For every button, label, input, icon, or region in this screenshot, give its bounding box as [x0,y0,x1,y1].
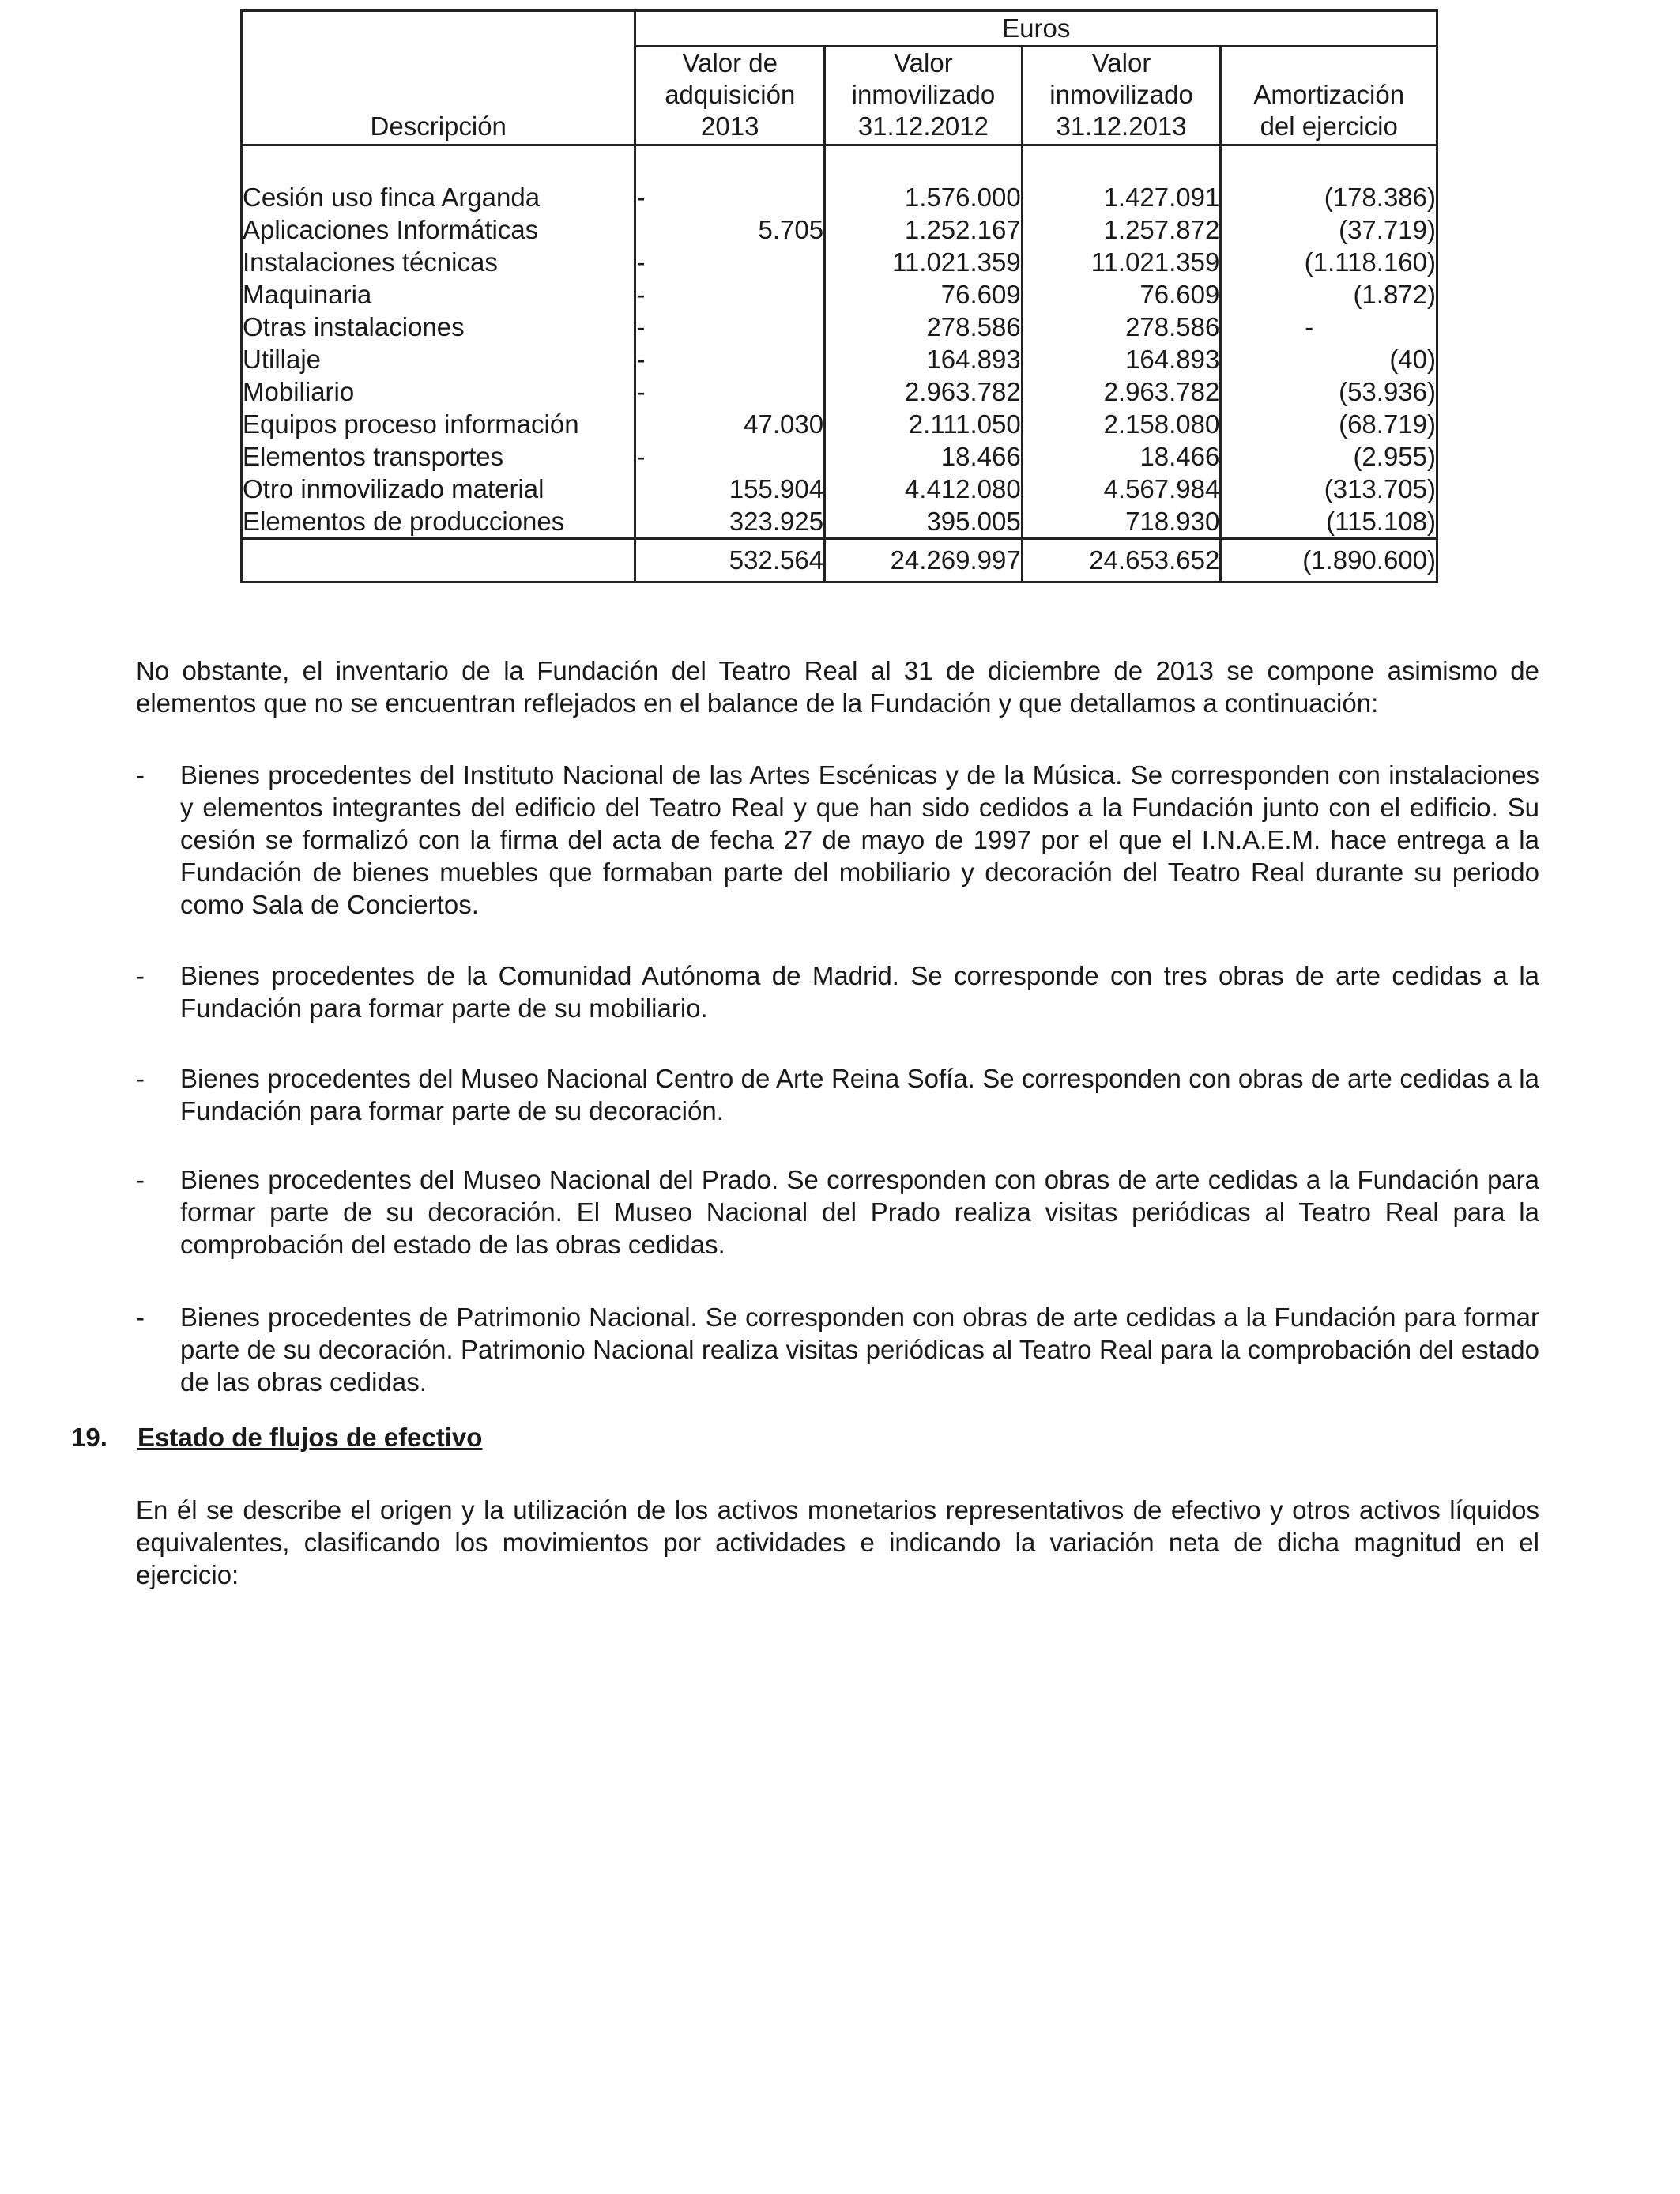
cell-acquisition: - [635,343,825,375]
cell-amortization: (53.936) [1221,375,1437,408]
cell-acquisition: 155.904 [635,473,825,505]
section-heading [71,1421,482,1453]
cell-value-2012: 2.963.782 [825,375,1023,408]
cell-acquisition: - [635,375,825,408]
table-row [242,473,1437,505]
cell-value-2013: 1.257.872 [1022,213,1221,246]
table-row [242,505,1437,539]
bullet-text: Bienes procedentes del Museo Nacional del Prado. Se corresponden con obras de arte cedidas a la Fundación para formar parte de su decoración. El Museo Nacional del Prado realiza visitas periódicas al Teatro Real para la comprobación del estado de las obras cedidas. [180,1165,1539,1259]
total-acquisition: 532.564 [635,539,825,582]
table-row [242,181,1437,213]
cell-amortization: (1.872) [1221,278,1437,311]
column-header-acquisition: Valor de adquisición 2013 [635,47,825,145]
cell-description: Equipos proceso información [242,408,635,440]
table-row [242,343,1437,375]
cell-value-2013: 2.158.080 [1022,408,1221,440]
cell-description: Instalaciones técnicas [242,246,635,278]
bullet-text: Bienes procedentes del Instituto Nacional de las Artes Escénicas y de la Música. Se corresponden con instalaciones y elementos integrantes del edificio del Teatro Real y que han sido cedidos a la Fundación junto con el edificio. Su cesión se formalizó con la firma del acta de fecha 27 de mayo de 1997 por el que el I.N.A.E.M. hace entrega a la Fundación de bienes muebles que formaban parte del mobiliario y decoración del Teatro Real durante su periodo como Sala de Conciertos. [180,760,1539,919]
cell-acquisition: 47.030 [635,408,825,440]
cell-amortization: (178.386) [1221,181,1437,213]
cell-description: Maquinaria [242,278,635,311]
cell-value-2012: 1.576.000 [825,181,1023,213]
cell-acquisition: - [635,181,825,213]
cell-description: Otro inmovilizado material [242,473,635,505]
cell-acquisition: 5.705 [635,213,825,246]
bullet-dash: - [136,1302,145,1332]
cell-acquisition: - [635,311,825,343]
total-amortization: (1.890.600) [1221,539,1437,582]
cell-description: Otras instalaciones [242,311,635,343]
cell-amortization: (2.955) [1221,440,1437,473]
cell-amortization: (68.719) [1221,408,1437,440]
bullet-dash: - [136,961,145,990]
column-group-header-euros: Euros [635,11,1437,47]
cell-value-2013: 164.893 [1022,343,1221,375]
bullet-text: Bienes procedentes de Patrimonio Nacional. Se corresponden con obras de arte cedidas a la Fundación para formar parte de su decoración. Patrimonio Nacional realiza visitas periódicas al Teatro Real para la comprobación del estado de las obras cedidas. [180,1302,1539,1397]
column-header-value-2012: Valor inmovilizado 31.12.2012 [825,47,1023,145]
cell-value-2012: 2.111.050 [825,408,1023,440]
cell-value-2013: 11.021.359 [1022,246,1221,278]
cell-value-2013: 1.427.091 [1022,181,1221,213]
cell-value-2012: 164.893 [825,343,1023,375]
bullet-dash: - [136,760,145,790]
table-row [242,375,1437,408]
cell-value-2012: 4.412.080 [825,473,1023,505]
cell-value-2013: 718.930 [1022,505,1221,539]
cell-value-2013: 76.609 [1022,278,1221,311]
cell-acquisition: - [635,278,825,311]
section-number: 19. [71,1423,107,1452]
cell-description: Mobiliario [242,375,635,408]
cell-description: Elementos de producciones [242,505,635,539]
list-item [136,1163,1539,1261]
section-paragraph: En él se describe el origen y la utilización de los activos monetarios representativos de efectivo y otros activos líquidos equivalentes, clasificando los movimientos por actividades e indicando la variación neta de dicha magnitud en el ejercicio: [136,1495,1539,1589]
total-value-2012: 24.269.997 [825,539,1023,582]
table-row [242,408,1437,440]
list-item [136,959,1539,1024]
section-title: Estado de flujos de efectivo [137,1423,483,1452]
bullet-text: Bienes procedentes del Museo Nacional Centro de Arte Reina Sofía. Se corresponden con obras de arte cedidas a la Fundación para formar parte de su decoración. [180,1064,1539,1125]
cell-description: Cesión uso finca Arganda [242,181,635,213]
cell-value-2012: 11.021.359 [825,246,1023,278]
list-item [136,1062,1539,1127]
cell-amortization: - [1221,311,1437,343]
column-header-description: Descripción [242,11,635,145]
cell-amortization: (313.705) [1221,473,1437,505]
cell-amortization: (37.719) [1221,213,1437,246]
cell-value-2013: 4.567.984 [1022,473,1221,505]
bullet-dash: - [136,1064,145,1093]
table-row [242,311,1437,343]
cell-value-2012: 395.005 [825,505,1023,539]
table-row [242,213,1437,246]
cell-amortization: (1.118.160) [1221,246,1437,278]
bullet-dash: - [136,1165,145,1194]
fixed-assets-table [240,9,1438,583]
column-header-value-2013: Valor inmovilizado 31.12.2013 [1022,47,1221,145]
cell-description: Elementos transportes [242,440,635,473]
cell-amortization: (115.108) [1221,505,1437,539]
cell-value-2012: 1.252.167 [825,213,1023,246]
cell-description: Utillaje [242,343,635,375]
cell-value-2013: 2.963.782 [1022,375,1221,408]
cell-description: Aplicaciones Informáticas [242,213,635,246]
column-header-amortization: Amortización del ejercicio [1221,47,1437,145]
list-item [136,759,1539,921]
table-row [242,246,1437,278]
total-label-cell [242,539,635,582]
cell-value-2012: 278.586 [825,311,1023,343]
cell-acquisition: 323.925 [635,505,825,539]
list-item [136,1301,1539,1398]
cell-value-2012: 18.466 [825,440,1023,473]
bullet-text: Bienes procedentes de la Comunidad Autónoma de Madrid. Se corresponde con tres obras de arte cedidas a la Fundación para formar parte de su mobiliario. [180,961,1539,1023]
table-spacer-row [242,145,1437,182]
cell-acquisition: - [635,246,825,278]
cell-value-2013: 18.466 [1022,440,1221,473]
table-total-row [242,539,1437,582]
total-value-2013: 24.653.652 [1022,539,1221,582]
cell-value-2012: 76.609 [825,278,1023,311]
cell-value-2013: 278.586 [1022,311,1221,343]
table-row [242,440,1437,473]
cell-amortization: (40) [1221,343,1437,375]
cell-acquisition: - [635,440,825,473]
table-row [242,278,1437,311]
intro-paragraph: No obstante, el inventario de la Fundación del Teatro Real al 31 de diciembre de 2013 se compone asimismo de elementos que no se encuentran reflejados en el balance de la Fundación y que detallamos a continuación: [136,656,1539,718]
